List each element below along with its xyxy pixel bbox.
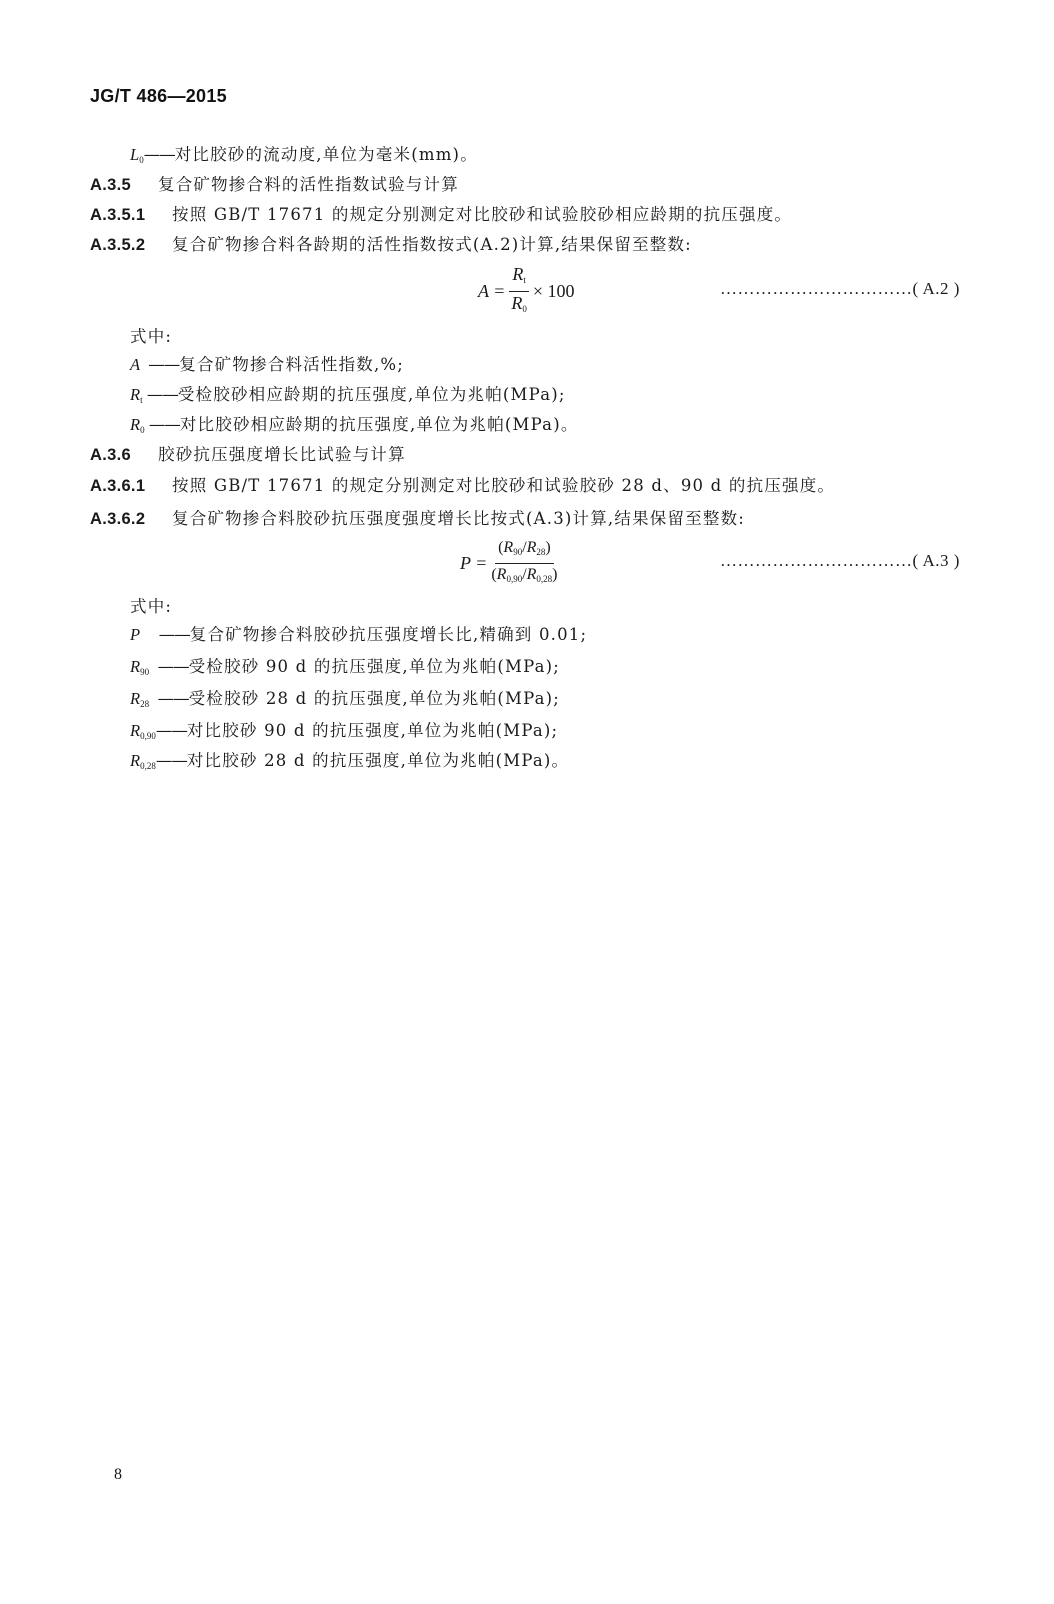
where-item <box>130 414 579 441</box>
where-item <box>130 750 569 777</box>
symbol: R <box>512 264 524 284</box>
where-item <box>130 384 566 411</box>
symbol: A <box>130 355 141 374</box>
equation-label: ( A.2 ) <box>912 279 960 298</box>
subscript: 0 <box>139 155 144 165</box>
paren: ) <box>545 539 551 556</box>
clause-number: A.3.5.1 <box>90 206 146 224</box>
numerator <box>509 264 529 292</box>
equation-number-a3 <box>720 551 960 571</box>
symbol: R <box>130 657 141 676</box>
subscript: 0,90 <box>506 574 523 584</box>
numerator <box>495 538 554 564</box>
dash: —— <box>155 751 187 770</box>
clause-number: A.3.5.2 <box>90 236 146 254</box>
paren: ( <box>498 539 504 556</box>
fraction <box>491 538 557 589</box>
standard-code-header: JG/T 486—2015 <box>90 86 227 106</box>
symbol: R <box>511 293 523 313</box>
symbol: R <box>526 539 537 556</box>
where-item <box>130 720 558 747</box>
symbol: R <box>130 689 141 708</box>
where-label: 式中: <box>130 327 173 346</box>
symbol: R <box>130 751 141 770</box>
subscript: 28 <box>140 699 150 709</box>
symbol: R <box>503 539 514 556</box>
denominator <box>511 292 527 319</box>
clause-text: 按照 GB/T 17671 的规定分别测定对比胶砂和试验胶砂 28 d、90 d 的抗压强度。 <box>172 476 836 495</box>
page-number: 8 <box>114 1466 122 1483</box>
slash: / <box>522 566 527 583</box>
subscript: 0,90 <box>140 731 156 741</box>
formula-a3 <box>460 538 562 589</box>
definition-text: 对比胶砂相应龄期的抗压强度,单位为兆帕(MPa)。 <box>179 415 579 434</box>
clause-a361 <box>90 475 835 497</box>
definition-text: 对比胶砂的流动度,单位为毫米(mm)。 <box>174 145 478 164</box>
formula-lhs: A = <box>478 281 506 301</box>
section-number: A.3.6 <box>90 446 131 464</box>
subscript: t <box>140 395 143 405</box>
clause-a362 <box>90 508 745 530</box>
section-title: 胶砂抗压强度增长比试验与计算 <box>158 445 406 464</box>
symbol: R <box>526 566 537 583</box>
leader-dots: …………………………… <box>720 551 913 570</box>
subscript: 28 <box>536 547 546 557</box>
definition-text: 复合矿物掺合料活性指数,%; <box>179 355 405 374</box>
subscript: 0,28 <box>536 574 553 584</box>
symbol: R <box>130 415 141 434</box>
subscript: 0 <box>522 304 527 314</box>
dash: —— <box>142 385 178 404</box>
paren: ( <box>491 566 497 583</box>
definition-text: 复合矿物掺合料胶砂抗压强度增长比,精确到 0.01; <box>189 625 588 644</box>
section-a36-heading <box>90 444 406 466</box>
subscript: 0,28 <box>140 761 156 771</box>
symbol: P <box>130 625 141 644</box>
dash: —— <box>144 415 180 434</box>
where-item <box>130 656 560 683</box>
subscript: 90 <box>140 667 150 677</box>
dash: —— <box>155 721 187 740</box>
subscript: 0 <box>140 425 145 435</box>
section-a35-heading <box>90 174 459 196</box>
symbol: R <box>130 721 141 740</box>
denominator <box>491 564 557 589</box>
where-label: 式中: <box>130 597 173 616</box>
clause-text: 复合矿物掺合料胶砂抗压强度强度增长比按式(A.3)计算,结果保留至整数: <box>172 509 746 528</box>
definition-text: 受检胶砂 28 d 的抗压强度,单位为兆帕(MPa); <box>188 689 561 708</box>
definition-text: 对比胶砂 90 d 的抗压强度,单位为兆帕(MPa); <box>186 721 559 740</box>
l0-definition <box>130 144 478 171</box>
clause-text: 按照 GB/T 17671 的规定分别测定对比胶砂和试验胶砂相应龄期的抗压强度。 <box>172 205 793 224</box>
leader-dots: …………………………… <box>720 279 913 298</box>
clause-number: A.3.6.2 <box>90 510 146 528</box>
dash: —— <box>144 355 180 374</box>
section-number: A.3.5 <box>90 176 131 194</box>
where-item <box>130 354 404 381</box>
clause-number: A.3.6.1 <box>90 477 146 495</box>
formula-a2 <box>478 264 575 319</box>
dash: —— <box>149 689 189 708</box>
dash: —— <box>149 657 189 676</box>
section-title: 复合矿物掺合料的活性指数试验与计算 <box>158 175 459 194</box>
definition-text: 对比胶砂 28 d 的抗压强度,单位为兆帕(MPa)。 <box>186 751 570 770</box>
clause-a352 <box>90 234 692 256</box>
paren: ) <box>552 566 558 583</box>
where-item <box>130 688 560 715</box>
fraction <box>509 264 529 319</box>
equation-number-a2 <box>720 279 960 299</box>
dash: —— <box>146 625 190 644</box>
where-item <box>130 624 587 651</box>
definition-text: 受检胶砂相应龄期的抗压强度,单位为兆帕(MPa); <box>177 385 566 404</box>
clause-a351 <box>90 204 792 226</box>
equation-label: ( A.3 ) <box>912 551 960 570</box>
definition-text: 受检胶砂 90 d 的抗压强度,单位为兆帕(MPa); <box>188 657 561 676</box>
clause-text: 复合矿物掺合料各龄期的活性指数按式(A.2)计算,结果保留至整数: <box>172 235 692 254</box>
formula-lhs: P = <box>460 553 488 573</box>
subscript: 90 <box>513 547 523 557</box>
formula-rhs: × 100 <box>532 281 575 301</box>
subscript: t <box>523 275 526 285</box>
symbol: R <box>496 566 507 583</box>
symbol: L <box>130 145 140 164</box>
symbol: R <box>130 385 141 404</box>
slash: / <box>522 539 527 556</box>
dash: —— <box>143 145 175 164</box>
